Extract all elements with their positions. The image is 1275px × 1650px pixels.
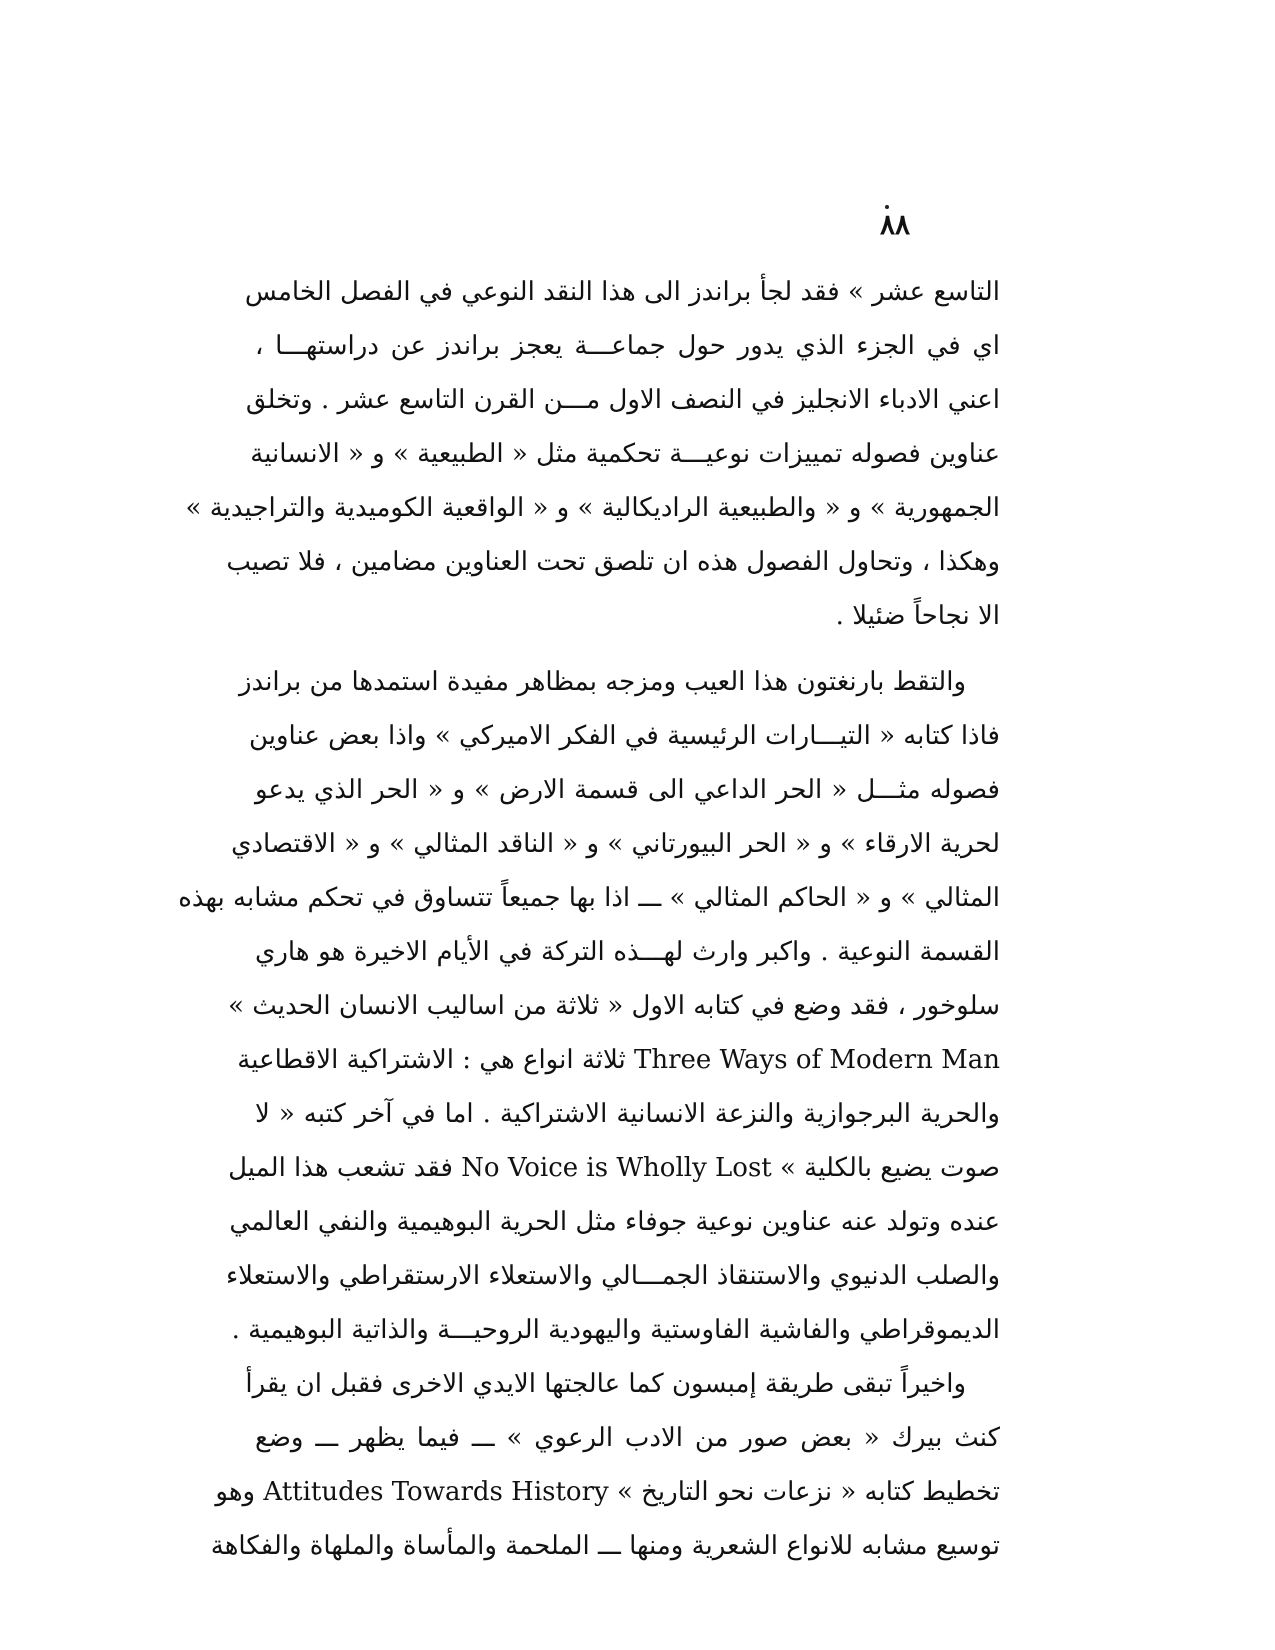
paragraph — [178, 655, 1000, 1357]
text-line: والصلب الدنيوي والاستنقاذ الجمـــالي والاستعلاء الارستقراطي والاستعلاء — [225, 1261, 1000, 1291]
text-line: تخطيط كتابه « نزعات نحو التاريخ » Attitudes Towards History وهو — [215, 1477, 1000, 1507]
text-line: فاذا كتابه « التيـــارات الرئيسية في الفكر الاميركي » واذا بعض عناوين — [248, 721, 1000, 751]
text-line: سلوخور ، فقد وضع في كتابه الاول « ثلاثة من اساليب الانسان الحديث » — [228, 991, 1000, 1021]
paragraph — [185, 265, 1000, 643]
text-line: والحرية البرجوازية والنزعة الانسانية الاشتراكية . اما في آخر كتبه « لا — [255, 1099, 1000, 1129]
text-line: اعني الادباء الانجليز في النصف الاول مـــن القرن التاسع عشر . وتخلق — [245, 385, 1000, 415]
text-line: كنث بيرك « بعض صور من الادب الرعوي » ـــ فيما يظهر ـــ وضع — [255, 1423, 1000, 1453]
text-line: القسمة النوعية . واكبر وارث لهـــذه التركة في الأيام الاخيرة هو هاري — [255, 937, 1000, 967]
paragraph — [210, 1357, 1000, 1573]
text-line: لحرية الارقاء » و « الحر البيورتاني » و « الناقد المثالي » و « الاقتصادي — [231, 829, 1000, 859]
text-line: صوت يضيع بالكلية » No Voice is Wholly Lost فقد تشعب هذا الميل — [228, 1153, 1000, 1183]
text-line: Three Ways of Modern Man ثلاثة انواع هي : الاشتراكية الاقطاعية — [237, 1045, 1000, 1075]
text-line: عناوين فصوله تمييزات نوعيـــة تحكمية مثل « الطبيعية » و « الانسانية — [250, 439, 1000, 469]
text-line: الجمهورية » و « والطبيعية الراديكالية » و « الواقعية الكوميدية والتراجيدية » — [185, 493, 1000, 523]
text-line: المثالي » و « الحاكم المثالي » ـــ اذا بها جميعاً تتساوق في تحكم مشابه بهذه — [178, 883, 1000, 913]
text-line: التاسع عشر » فقد لجأ براندز الى هذا النقد النوعي في الفصل الخامس — [244, 277, 1000, 307]
text-line: الديموقراطي والفاشية الفاوستية واليهودية الروحيـــة والذاتية البوهيمية . — [231, 1315, 1000, 1345]
text-line: الا نجاحاً ضئيلا . — [835, 601, 1000, 631]
text-line: عنده وتولد عنه عناوين نوعية جوفاء مثل الحرية البوهيمية والنفي العالمي — [229, 1207, 1000, 1237]
text-line: والتقط بارنغتون هذا العيب ومزجه بمظاهر مفيدة استمدها من براندز — [238, 667, 966, 697]
text-line: فصوله مثـــل « الحر الداعي الى قسمة الارض » و « الحر الذي يدعو — [255, 775, 1000, 805]
paragraph-gap — [255, 643, 1000, 655]
text-line: توسيع مشابه للانواع الشعرية ومنها ـــ الملحمة والمأساة والملهاة والفكاهة — [210, 1531, 1000, 1561]
text-line: واخيراً تبقى طريقة إمبسون كما عالجتها الايدي الاخرى فقبل ان يقرأ — [245, 1369, 966, 1399]
body-text — [178, 265, 1000, 1573]
text-line: وهكذا ، وتحاول الفصول هذه ان تلصق تحت العناوين مضامين ، فلا تصيب — [226, 547, 1000, 577]
page-number: ٨٨ — [880, 208, 911, 241]
text-line: اي في الجزء الذي يدور حول جماعـــة يعجز براندز عن دراستهـــا ، — [255, 331, 1000, 361]
